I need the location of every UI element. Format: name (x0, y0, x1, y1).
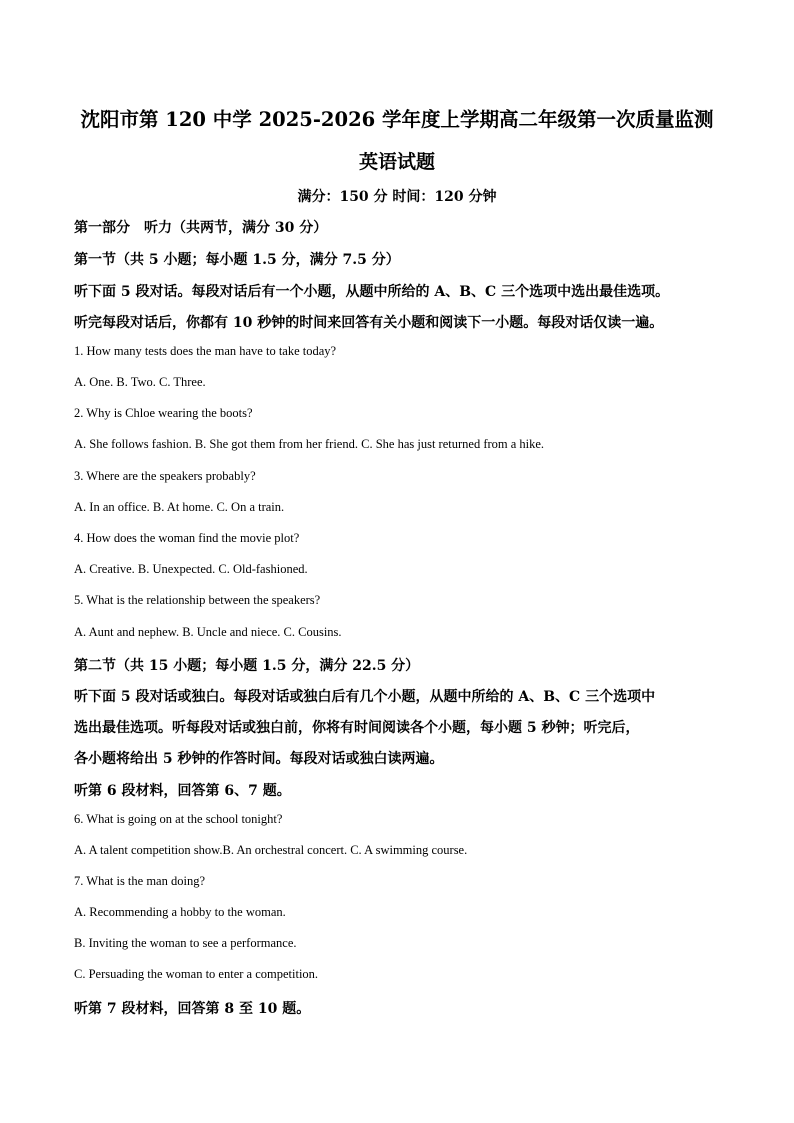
question-3-options: A. In an office. B. At home. C. On a train. (74, 500, 285, 514)
question-4-options: A. Creative. B. Unexpected. C. Old-fashioned. (74, 562, 308, 576)
exam-meta: 满分：150 分 时间：120 分钟 (297, 189, 497, 205)
question-6-options: A. A talent competition show.B. An orchestral concert. C. A swimming course. (74, 843, 468, 857)
question-7-option-b: B. Inviting the woman to see a performance. (74, 936, 297, 950)
question-2: 2. Why is Chloe wearing the boots? (74, 406, 253, 420)
question-5-options: A. Aunt and nephew. B. Uncle and niece. C. Cousins. (74, 625, 342, 639)
section1-instruction-line: 听下面 5 段对话。每段对话后有一个小题，从题中所给的 A、B、C 三个选项中选出最佳选项。 (74, 284, 670, 300)
question-1-options: A. One. B. Two. C. Three. (74, 375, 206, 389)
question-7-option-c: C. Persuading the woman to enter a competition. (74, 967, 319, 981)
question-2-options: A. She follows fashion. B. She got them from her friend. C. She has just returned from a hike. (74, 437, 545, 451)
material-6-heading: 听第 6 段材料，回答第 6、7 题。 (74, 783, 291, 799)
section2-instruction-line: 听下面 5 段对话或独白。每段对话或独白后有几个小题，从题中所给的 A、B、C 三个选项中 (74, 689, 656, 705)
part1-heading: 第一部分 听力（共两节，满分 30 分） (74, 220, 328, 236)
question-3: 3. Where are the speakers probably? (74, 469, 256, 483)
section2-heading: 第二节（共 15 小题；每小题 1.5 分，满分 22.5 分） (74, 658, 420, 674)
section2-instruction-line: 各小题将给出 5 秒钟的作答时间。每段对话或独白读两遍。 (74, 751, 444, 767)
question-7: 7. What is the man doing? (74, 874, 205, 888)
question-1: 1. How many tests does the man have to take today? (74, 344, 337, 358)
question-4: 4. How does the woman find the movie plot? (74, 531, 300, 545)
question-7-option-a: A. Recommending a hobby to the woman. (74, 905, 286, 919)
exam-subject: 英语试题 (358, 151, 435, 173)
section1-instruction-line: 听完每段对话后，你都有 10 秒钟的时间来回答有关小题和阅读下一小题。每段对话仅读一遍。 (74, 315, 664, 331)
section2-instruction-line: 选出最佳选项。听每段对话或独白前，你将有时间阅读各个小题，每小题 5 秒钟；听完后， (74, 720, 640, 736)
exam-title: 沈阳市第 120 中学 2025-2026 学年度上学期高二年级第一次质量监测 (80, 108, 714, 131)
material-7-heading: 听第 7 段材料，回答第 8 至 10 题。 (74, 1001, 311, 1017)
section1-heading: 第一节（共 5 小题；每小题 1.5 分，满分 7.5 分） (74, 252, 400, 268)
question-5: 5. What is the relationship between the speakers? (74, 593, 321, 607)
question-6: 6. What is going on at the school tonight? (74, 812, 283, 826)
